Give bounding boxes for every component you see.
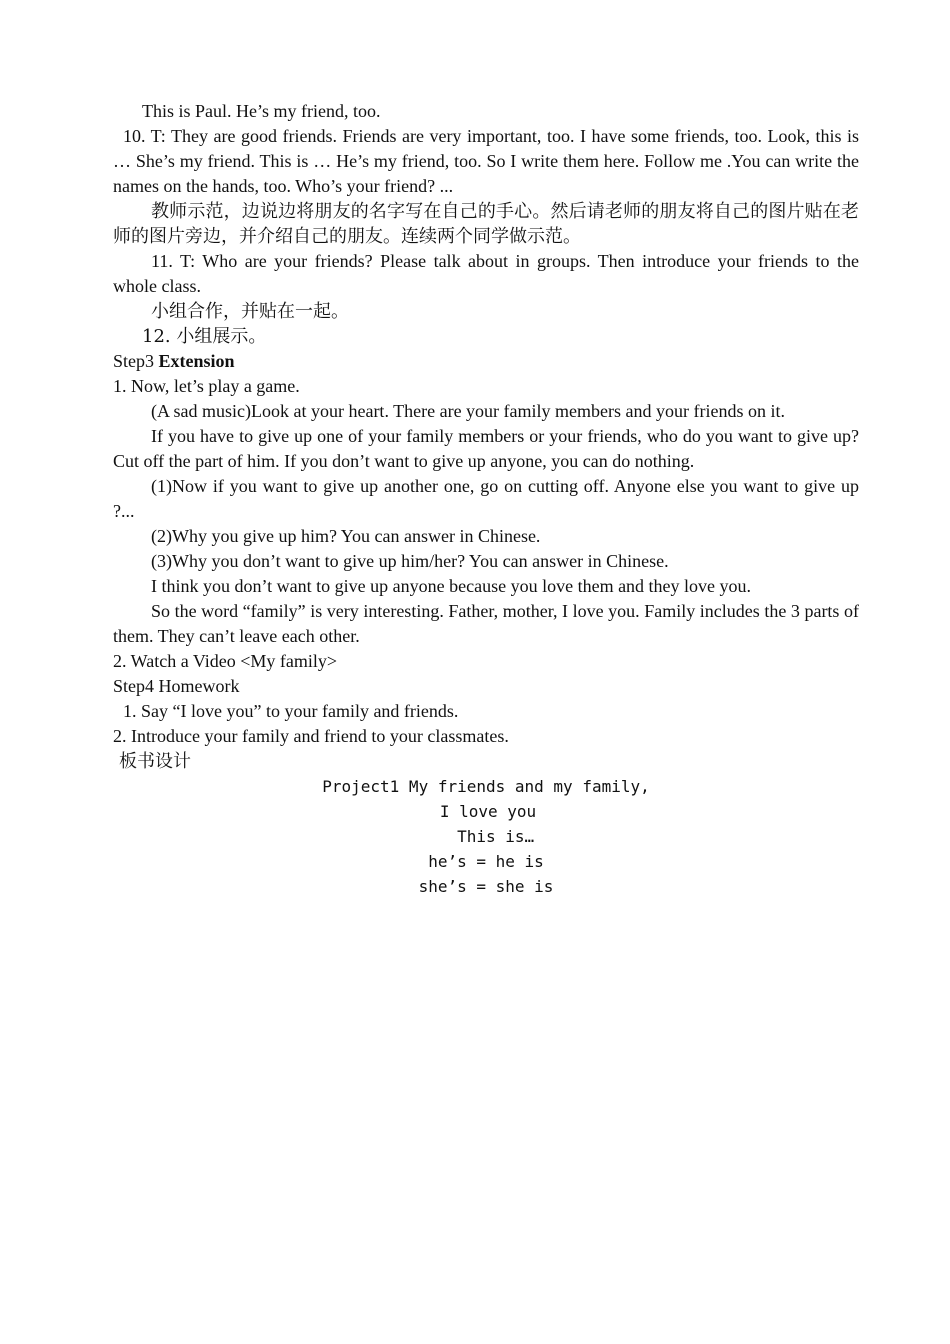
board-line-3: This is…: [437, 827, 535, 846]
step3-item-2: 2. Watch a Video <My family>: [113, 651, 338, 671]
step-item-10: 10. T: They are good friends. Friends are very important, too. I have some friends, too. Look, this is … She’s my friend. This is … He’s my friend, too. So I write them here. Follow me .You can write the names on the hands, too. Who’s your friend? ...: [113, 126, 859, 196]
step-item-11: 11. T: Who are your friends? Please talk about in groups. Then introduce your friends to the whole class.: [113, 251, 859, 296]
question-2: (2)Why you give up him? You can answer in Chinese.: [151, 526, 541, 546]
chinese-note: 教师示范，边说边将朋友的名字写在自己的手心。然后请老师的朋友将自己的图片贴在老师的图片旁边，并介绍自己的朋友。连续两个同学做示范。: [113, 201, 859, 247]
board-design-heading: 板书设计: [119, 751, 191, 772]
text-paragraph: If you have to give up one of your family members or your friends, who do you want to give up? Cut off the part of him. If you don’t want to give up anyone, you can do nothing.: [113, 426, 859, 471]
document-page: [113, 99, 859, 899]
text-paragraph: So the word “family” is very interesting. Father, mother, I love you. Family includes the 3 parts of them. They can’t leave each other.: [113, 601, 859, 646]
section-heading-step4: Step4 Homework: [113, 676, 240, 696]
step-label: Step3: [113, 351, 159, 371]
homework-item-1: 1. Say “I love you” to your family and friends.: [123, 701, 459, 721]
section-heading-step3: [113, 349, 859, 374]
chinese-note: 小组合作，并贴在一起。: [151, 301, 349, 322]
question-1: (1)Now if you want to give up another one, go on cutting off. Anyone else you want to give up ?...: [113, 476, 859, 521]
text-line: This is Paul. He’s my friend, too.: [142, 101, 381, 121]
board-line-4: he’s = he is: [428, 852, 544, 871]
step3-item-1: 1. Now, let’s play a game.: [113, 376, 300, 396]
text-line: (A sad music)Look at your heart. There are your family members and your friends on it.: [151, 401, 785, 421]
homework-item-2: 2. Introduce your family and friend to your classmates.: [113, 726, 509, 746]
board-line-1: Project1 My friends and my family,: [322, 777, 650, 796]
step-title: Extension: [158, 351, 235, 371]
step-item-12: 12. 小组展示。: [142, 326, 267, 347]
board-line-5: she’s = she is: [418, 877, 554, 896]
text-line: I think you don’t want to give up anyone because you love them and they love you.: [151, 576, 752, 596]
board-line-2: I love you: [439, 802, 537, 821]
question-3: (3)Why you don’t want to give up him/her? You can answer in Chinese.: [151, 551, 669, 571]
